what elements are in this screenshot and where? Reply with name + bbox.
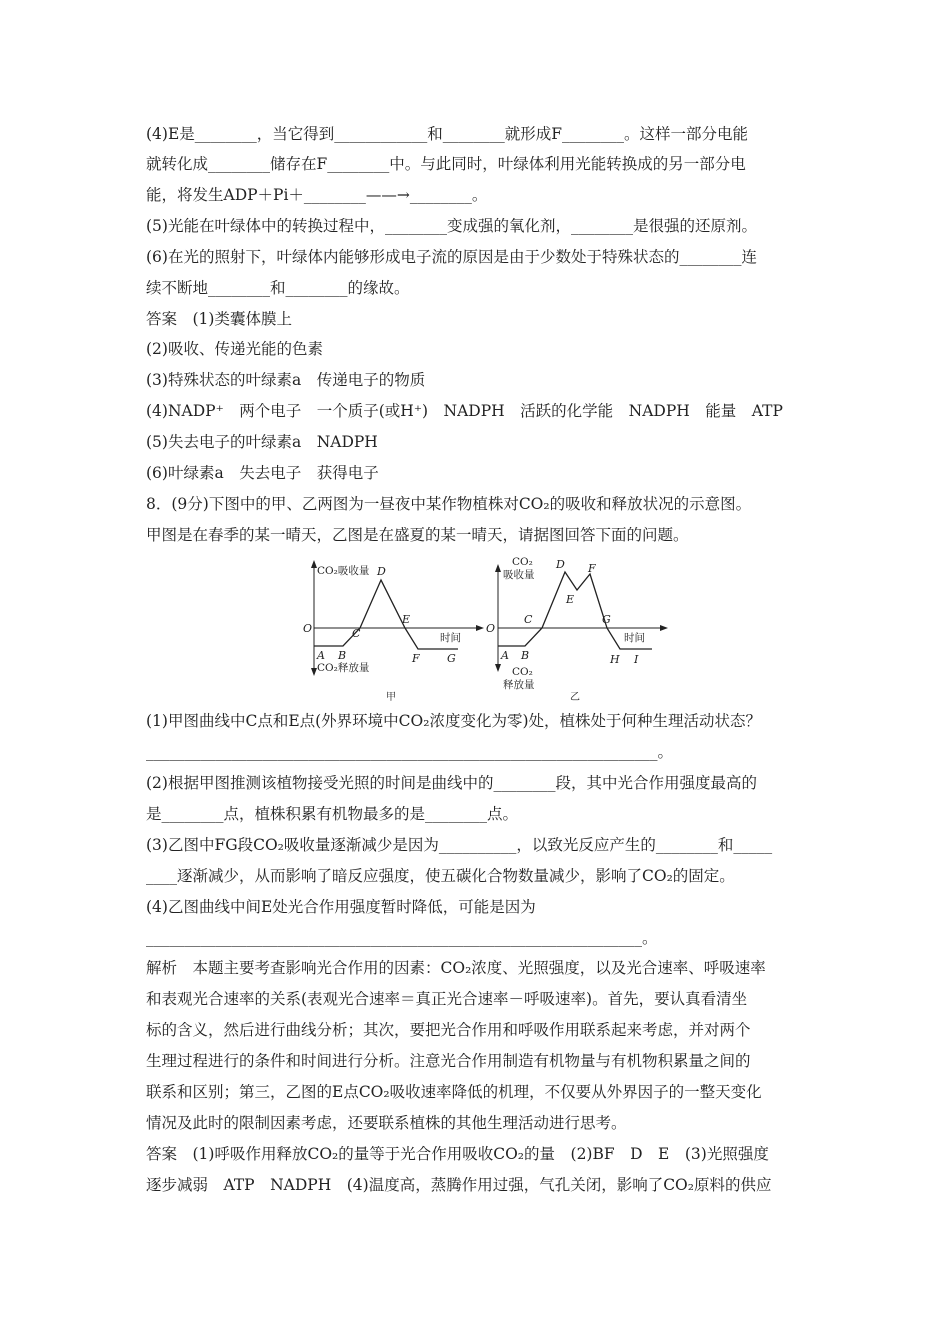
yi-point-d: D (556, 558, 565, 571)
question-8-part1: (1)甲图曲线中C点和E点(外界环境中CO₂浓度变化为零)处，植株处于何种生理活动状态？ (146, 712, 762, 730)
answer-8-line2: 逐步减弱 ATP NADPH (4)温度高，蒸腾作用过强，气孔关闭，影响了CO₂原料的供应 (146, 1176, 772, 1194)
co2-exchange-figure (300, 556, 680, 706)
question-7-part4-line2: 就转化成________储存在F________中。与此同时，叶绿体利用光能转换成的另一部分电 (146, 155, 746, 173)
jia-ylabel-top: CO₂吸收量 (317, 565, 370, 577)
question-7-part6-line2: 续不断地________和________的缘故。 (146, 279, 410, 297)
graph-jia (303, 560, 484, 703)
co2-exchange-diagram (300, 556, 680, 706)
yi-xlabel: 时间 (624, 632, 645, 644)
answer-8-line1: 答案 (1)呼吸作用释放CO₂的量等于光合作用吸收CO₂的量 (2)BF D E (3)光照强度 (146, 1145, 769, 1163)
jia-point-c: C (352, 627, 361, 640)
jia-caption: 甲 (386, 692, 396, 703)
yi-ylabel-bottom-2: 释放量 (503, 679, 535, 691)
question-8-part2-line1: (2)根据甲图推测该植物接受光照的时间是曲线中的________段，其中光合作用强度最高的 (146, 774, 757, 792)
question-8-part4: (4)乙图曲线中间E处光合作用强度暂时降低，可能是因为 (146, 898, 536, 916)
jia-point-f: F (412, 652, 420, 665)
question-7-part5: (5)光能在叶绿体中的转换过程中，________变成强的氧化剂，________是很强的还原剂。 (146, 217, 757, 235)
question-8-part1-blank: __________________________________________________________________。 (146, 743, 674, 761)
question-8-part3-line2: ____逐渐减少，从而影响了暗反应强度，使五碳化合物数量减少，影响了CO₂的固定。 (146, 867, 735, 885)
yi-point-f: F (588, 562, 596, 575)
question-7-part4-line1: (4)E是________，当它得到____________和________就形成F________。这样一部分电能 (146, 125, 749, 143)
analysis-line5: 联系和区别；第三，乙图的E点CO₂吸收速率降低的机理，不仅要从外界因子的一整天变化 (146, 1083, 762, 1101)
yi-ylabel-top-2: 吸收量 (503, 569, 535, 581)
yi-y-arrow-up (495, 564, 501, 572)
analysis-line2: 和表观光合速率的关系(表观光合速率＝真正光合速率－呼吸速率)。首先，要认真看清坐 (146, 990, 748, 1008)
jia-xlabel: 时间 (440, 632, 461, 644)
answer-7-part2: (2)吸收、传递光能的色素 (146, 340, 323, 358)
yi-ylabel-bottom-1: CO₂ (512, 666, 533, 678)
answer-7-part6: (6)叶绿素a 失去电子 获得电子 (146, 464, 379, 482)
answer-7-heading: 答案 (1)类囊体膜上 (146, 310, 292, 328)
yi-origin: O (486, 622, 496, 635)
jia-ylabel-bottom: CO₂释放量 (317, 662, 370, 674)
jia-x-arrow (476, 625, 484, 631)
analysis-line4: 生理过程进行的条件和时间进行分析。注意光合作用制造有机物量与有机物积累量之间的 (146, 1052, 751, 1070)
jia-point-d: D (377, 565, 386, 578)
yi-point-a: A (501, 649, 509, 662)
yi-point-g: G (602, 613, 611, 626)
graph-yi (486, 556, 668, 703)
yi-point-c: C (524, 613, 533, 626)
answer-7-part3: (3)特殊状态的叶绿素a 传递电子的物质 (146, 371, 426, 389)
analysis-line3: 标的含义，然后进行曲线分析；其次，要把光合作用和呼吸作用联系起来考虑，并对两个 (146, 1021, 751, 1039)
question-7-part6-line1: (6)在光的照射下，叶绿体内能够形成电子流的原因是由于少数处于特殊状态的________连 (146, 248, 757, 266)
jia-origin: O (303, 622, 313, 635)
yi-point-b: B (521, 649, 530, 662)
yi-x-arrow (660, 625, 668, 631)
answer-7-part4: (4)NADP⁺ 两个电子 一个质子(或H⁺) NADPH 活跃的化学能 NADPH 能量 ATP (146, 402, 783, 420)
jia-point-g: G (447, 652, 456, 665)
jia-curve (314, 580, 458, 649)
jia-point-e: E (402, 613, 411, 626)
question-8-stem-line1: 8．(9分)下图中的甲、乙两图为一昼夜中某作物植株对CO₂的吸收和释放状况的示意图。 (146, 495, 752, 513)
question-8-part4-blank: ________________________________________________________________。 (146, 929, 658, 947)
analysis-line1: 解析 本题主要考查影响光合作用的因素：CO₂浓度、光照强度，以及光合速率、呼吸速率 (146, 959, 766, 977)
question-8-stem-line2: 甲图是在春季的某一晴天，乙图是在盛夏的某一晴天，请据图回答下面的问题。 (146, 526, 689, 544)
jia-point-a: A (317, 649, 325, 662)
question-8-part2-line2: 是________点，植株积累有机物最多的是________点。 (146, 805, 519, 823)
question-8-part3-line1: (3)乙图中FG段CO₂吸收量逐渐减少是因为__________，以致光反应产生的________和_____ (146, 836, 773, 854)
yi-point-h: H (610, 653, 620, 666)
yi-y-arrow-down (495, 664, 501, 672)
question-7-part4-line3: 能，将发生ADP＋Pi＋________——→________。 (146, 186, 488, 204)
yi-caption: 乙 (570, 692, 580, 703)
analysis-line6: 情况及此时的限制因素考虑，还要联系植株的其他生理活动进行思考。 (146, 1114, 627, 1132)
answer-7-part5: (5)失去电子的叶绿素a NADPH (146, 433, 378, 451)
yi-ylabel-top-1: CO₂ (512, 556, 533, 568)
yi-point-e: E (566, 593, 575, 606)
yi-point-i: I (634, 653, 639, 666)
jia-point-b: B (338, 649, 347, 662)
